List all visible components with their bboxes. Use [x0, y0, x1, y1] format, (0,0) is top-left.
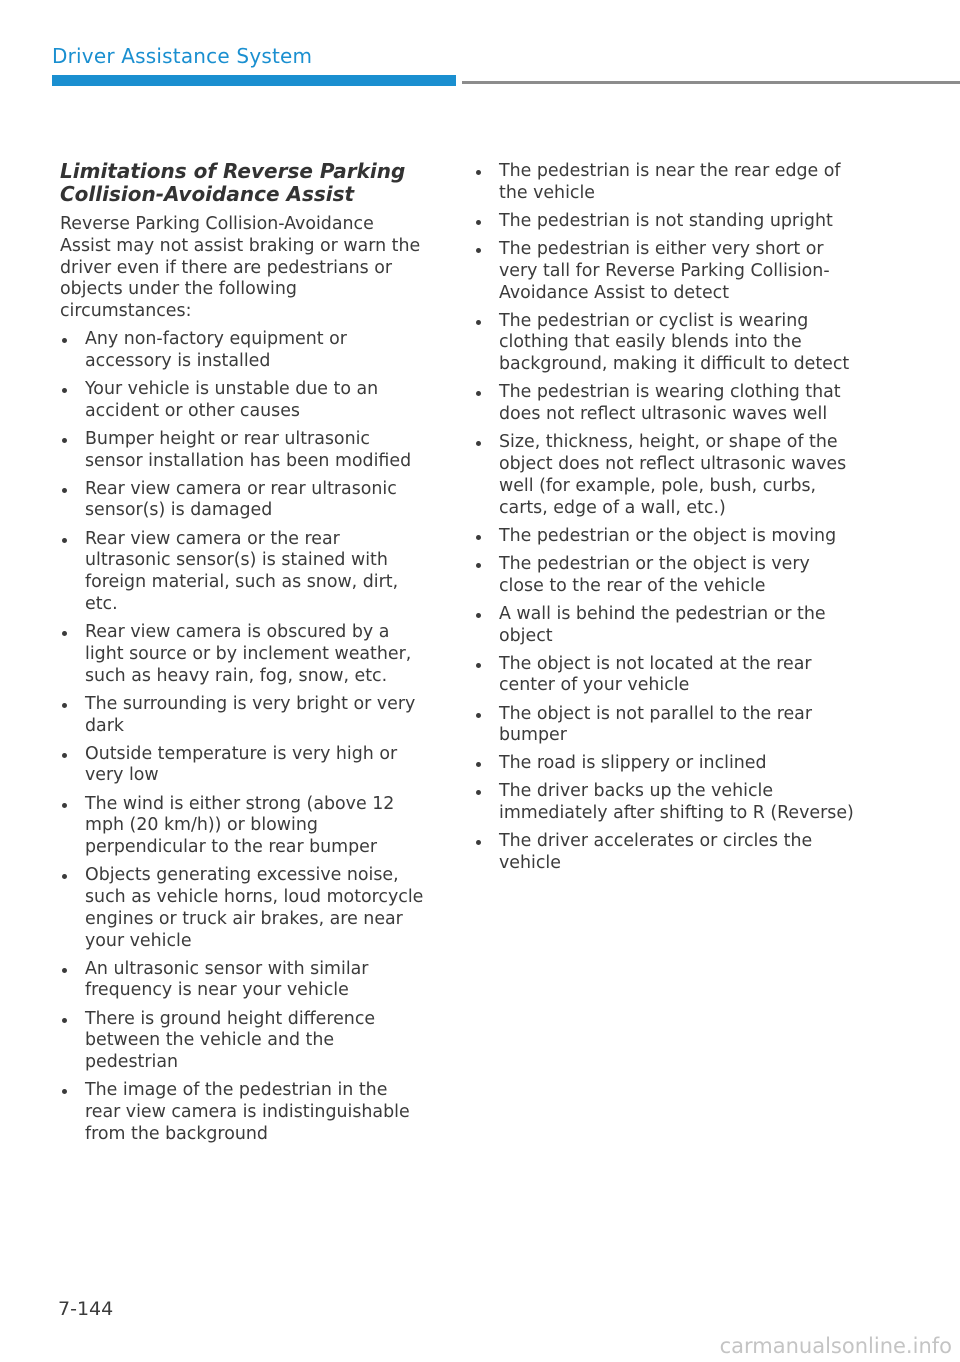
right-column: [474, 161, 854, 881]
list-item: Any non-factory equipment or accessory is installed: [60, 329, 428, 373]
list-item: Rear view camera or the rear ultrasonic sensor(s) is stained with foreign material, such as snow, dirt, etc.: [60, 529, 428, 616]
list-item: The pedestrian is either very short or very tall for Reverse Parking Collision-Avoidance Assist to detect: [474, 239, 854, 304]
list-item: Outside temperature is very high or very low: [60, 744, 428, 788]
list-item: A wall is behind the pedestrian or the object: [474, 604, 854, 648]
list-item: The object is not located at the rear center of your vehicle: [474, 654, 854, 698]
site-watermark: carmanualsonline.info: [719, 1334, 952, 1358]
list-item: Size, thickness, height, or shape of the object does not reflect ultrasonic waves well (for example, pole, bush, curbs, carts, edge of a wall, etc.): [474, 432, 854, 519]
chapter-title: Driver Assistance System: [52, 44, 313, 68]
list-item: Bumper height or rear ultrasonic sensor installation has been modified: [60, 429, 428, 473]
list-item: An ultrasonic sensor with similar frequency is near your vehicle: [60, 959, 428, 1003]
list-item: The surrounding is very bright or very dark: [60, 694, 428, 738]
list-item: The driver backs up the vehicle immediately after shifting to R (Reverse): [474, 781, 854, 825]
list-item: The image of the pedestrian in the rear view camera is indistinguishable from the background: [60, 1080, 428, 1145]
section-heading: [60, 160, 428, 206]
list-item: There is ground height difference between the vehicle and the pedestrian: [60, 1009, 428, 1074]
section-heading-line1: Limitations of Reverse Parking: [60, 159, 406, 183]
page-number: 7-144: [58, 1298, 114, 1320]
list-item: The pedestrian or the object is very close to the rear of the vehicle: [474, 554, 854, 598]
list-item: The pedestrian is near the rear edge of the vehicle: [474, 161, 854, 205]
section-intro: Reverse Parking Collision-Avoidance Assist may not assist braking or warn the driver even if there are pedestrians or objects under the following circumstances:: [60, 214, 421, 322]
right-bullet-list: [474, 161, 854, 875]
header-divider-rule: [462, 81, 960, 84]
list-item: Rear view camera or rear ultrasonic sensor(s) is damaged: [60, 479, 428, 523]
list-item: The pedestrian is wearing clothing that does not reflect ultrasonic waves well: [474, 382, 854, 426]
section-heading-line2: Collision-Avoidance Assist: [60, 182, 355, 206]
list-item: The road is slippery or inclined: [474, 753, 854, 775]
list-item: Objects generating excessive noise, such as vehicle horns, loud motorcycle engines or truck air brakes, are near your vehicle: [60, 865, 428, 952]
list-item: The object is not parallel to the rear bumper: [474, 704, 854, 748]
list-item: Rear view camera is obscured by a light source or by inclement weather, such as heavy rain, fog, snow, etc.: [60, 622, 428, 687]
list-item: The driver accelerates or circles the vehicle: [474, 831, 854, 875]
left-bullet-list: [60, 329, 428, 1146]
left-column: [60, 160, 428, 1152]
list-item: Your vehicle is unstable due to an accident or other causes: [60, 379, 428, 423]
list-item: The pedestrian or cyclist is wearing clothing that easily blends into the background, making it difficult to detect: [474, 311, 854, 376]
header-accent-rule: [52, 75, 456, 86]
list-item: The pedestrian or the object is moving: [474, 526, 854, 548]
list-item: The pedestrian is not standing upright: [474, 211, 854, 233]
list-item: The wind is either strong (above 12 mph (20 km/h)) or blowing perpendicular to the rear bumper: [60, 794, 428, 859]
